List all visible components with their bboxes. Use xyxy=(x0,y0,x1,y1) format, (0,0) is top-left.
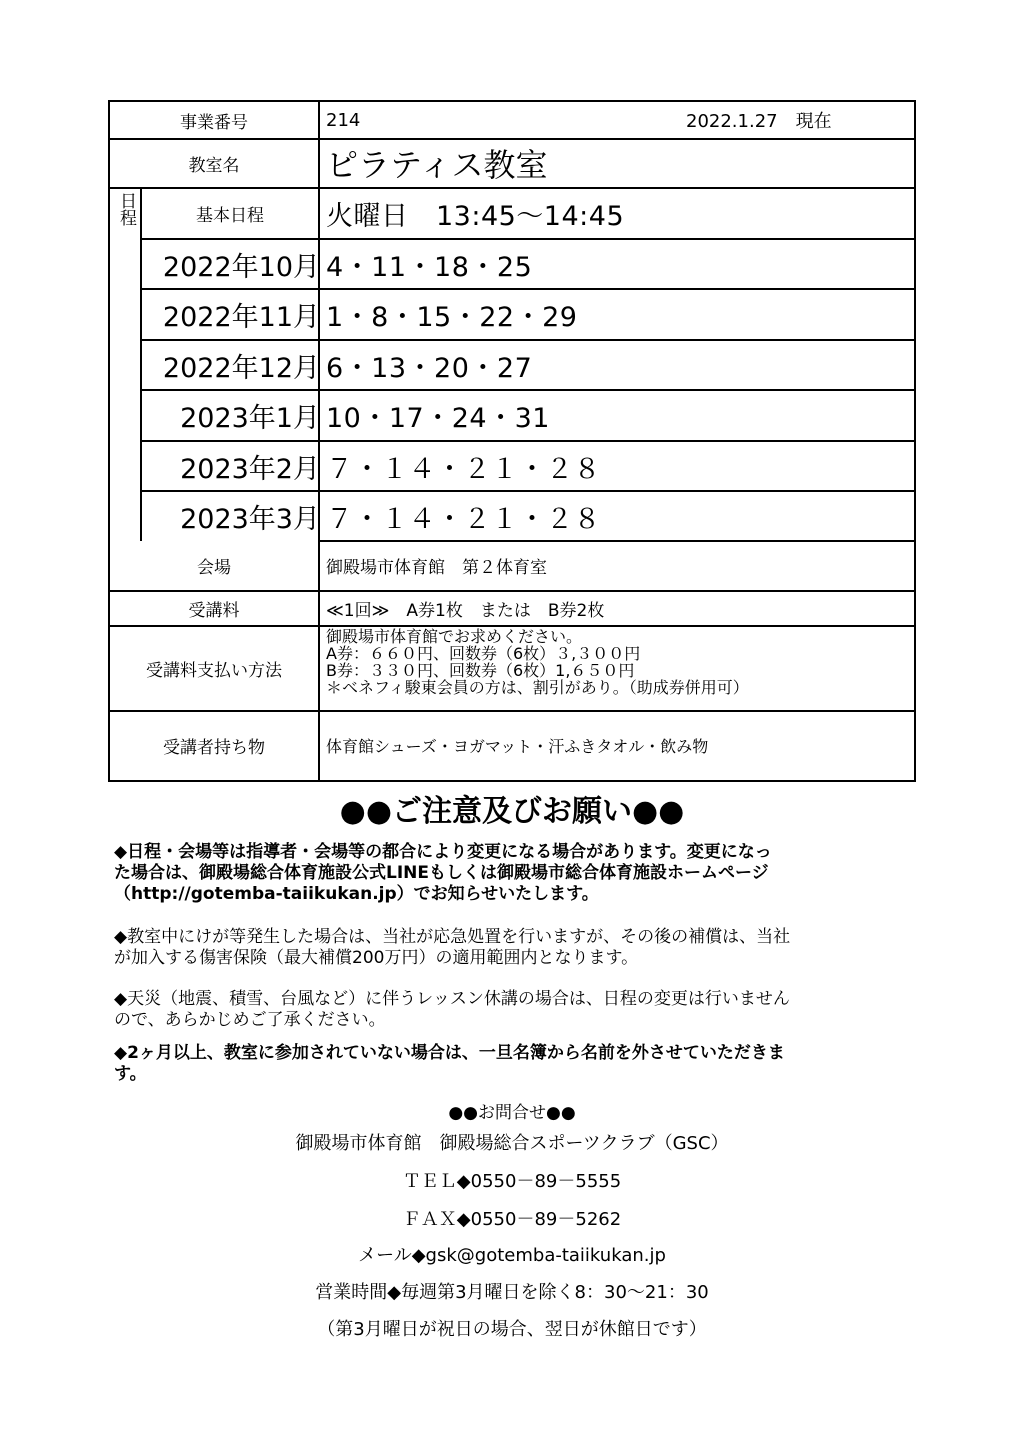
contact-hours-note: （第3月曜日が祝日の場合、翌日が休館日です） xyxy=(317,1319,707,1340)
notice-line: ◆教室中にけが等発生した場合は、当社が応急処置を行いますが、その後の補償は、当社 xyxy=(114,927,791,947)
month-dates: ７・１４・２１・２８ xyxy=(326,453,601,485)
basic-schedule-label: 基本日程 xyxy=(196,205,264,226)
venue-value: 御殿場市体育館 第２体育室 xyxy=(326,558,547,578)
notice-line: ◆日程・会場等は指導者・会場等の都合により変更になる場合があります。変更になっ xyxy=(114,842,772,862)
contact-hours: 営業時間◆毎週第3月曜日を除く8：30～21：30 xyxy=(315,1282,709,1303)
notice-line: た場合は、御殿場総合体育施設公式LINEもしくは御殿場市総合体育施設ホームページ xyxy=(114,863,769,883)
class-name-label: 教室名 xyxy=(188,155,240,176)
month-label: 2023年1月 xyxy=(180,402,320,434)
business-number-value: 214 xyxy=(326,109,361,131)
notice-line: ので、あらかじめご了承ください。 xyxy=(114,1010,386,1030)
notice-title: ●●ご注意及びお願い●● xyxy=(339,794,685,829)
belongings-value: 体育館シューズ・ヨガマット・汗ふきタオル・飲み物 xyxy=(326,737,709,756)
venue-label: 会場 xyxy=(197,558,231,578)
month-label: 2022年10月 xyxy=(162,251,320,283)
fee-value: ≪1回≫ A券1枚 または B券2枚 xyxy=(326,600,605,621)
contact-fax: ＦＡＸ◆0550－89－5262 xyxy=(402,1209,622,1230)
belongings-label: 受講者持ち物 xyxy=(163,738,265,758)
notice-paragraph xyxy=(114,842,914,905)
notice-paragraph xyxy=(114,1043,914,1085)
fee-label: 受講料 xyxy=(188,600,240,621)
notice-line: が加入する傷害保険（最大補償200万円）の適用範囲内となります。 xyxy=(114,948,639,968)
info-table xyxy=(108,100,916,782)
payment-line: B券：３３０円、回数券（6枚）1,６５０円 xyxy=(326,661,635,680)
payment-line: 御殿場市体育館でお求めください。 xyxy=(326,627,583,646)
payment-line: A券：６６０円、回数券（6枚）３,３００円 xyxy=(326,644,641,663)
contact-org: 御殿場市体育館 御殿場総合スポーツクラブ（GSC） xyxy=(295,1133,729,1154)
notice-paragraph xyxy=(114,989,914,1031)
payment-label: 受講料支払い方法 xyxy=(146,660,282,681)
month-dates: 10・17・24・31 xyxy=(326,402,550,434)
month-label: 2022年11月 xyxy=(162,301,320,333)
schedule-side-label: 日程 xyxy=(116,192,136,226)
month-label: 2023年3月 xyxy=(180,503,320,535)
notice-line: す。 xyxy=(114,1064,147,1084)
as-of-date: 2022.1.27 現在 xyxy=(686,111,832,132)
contact-tel: ＴＥＬ◆0550－89－5555 xyxy=(402,1171,622,1192)
month-dates: 6・13・20・27 xyxy=(326,352,533,384)
schedule-side-divider xyxy=(140,187,142,541)
class-name-value: ピラティス教室 xyxy=(326,146,548,184)
notice-line: ◆2ヶ月以上、教室に参加されていない場合は、一旦名簿から名前を外させていただきま xyxy=(114,1043,785,1063)
month-dates: ７・１４・２１・２８ xyxy=(326,503,601,535)
month-label: 2022年12月 xyxy=(162,352,320,384)
contact-mail: メール◆gsk@gotemba-taiikukan.jp xyxy=(358,1245,666,1266)
payment-lines xyxy=(326,628,910,696)
month-label: 2023年2月 xyxy=(180,453,320,485)
notice-paragraph xyxy=(114,927,914,969)
basic-schedule-value: 火曜日 13:45～14:45 xyxy=(326,200,625,232)
notice-line: ◆天災（地震、積雪、台風など）に伴うレッスン休講の場合は、日程の変更は行いません xyxy=(114,989,790,1009)
payment-line: ＊ベネフィ駿東会員の方は、割引があり。（助成券併用可） xyxy=(326,678,749,697)
month-dates: 1・8・15・22・29 xyxy=(326,301,578,333)
month-dates: 4・11・18・25 xyxy=(326,251,533,283)
contact-heading: ●●お問合せ●● xyxy=(448,1103,576,1123)
business-number-label: 事業番号 xyxy=(180,112,248,133)
notice-line: （http://gotemba-taiikukan.jp）でお知らせいたします。 xyxy=(114,884,599,904)
